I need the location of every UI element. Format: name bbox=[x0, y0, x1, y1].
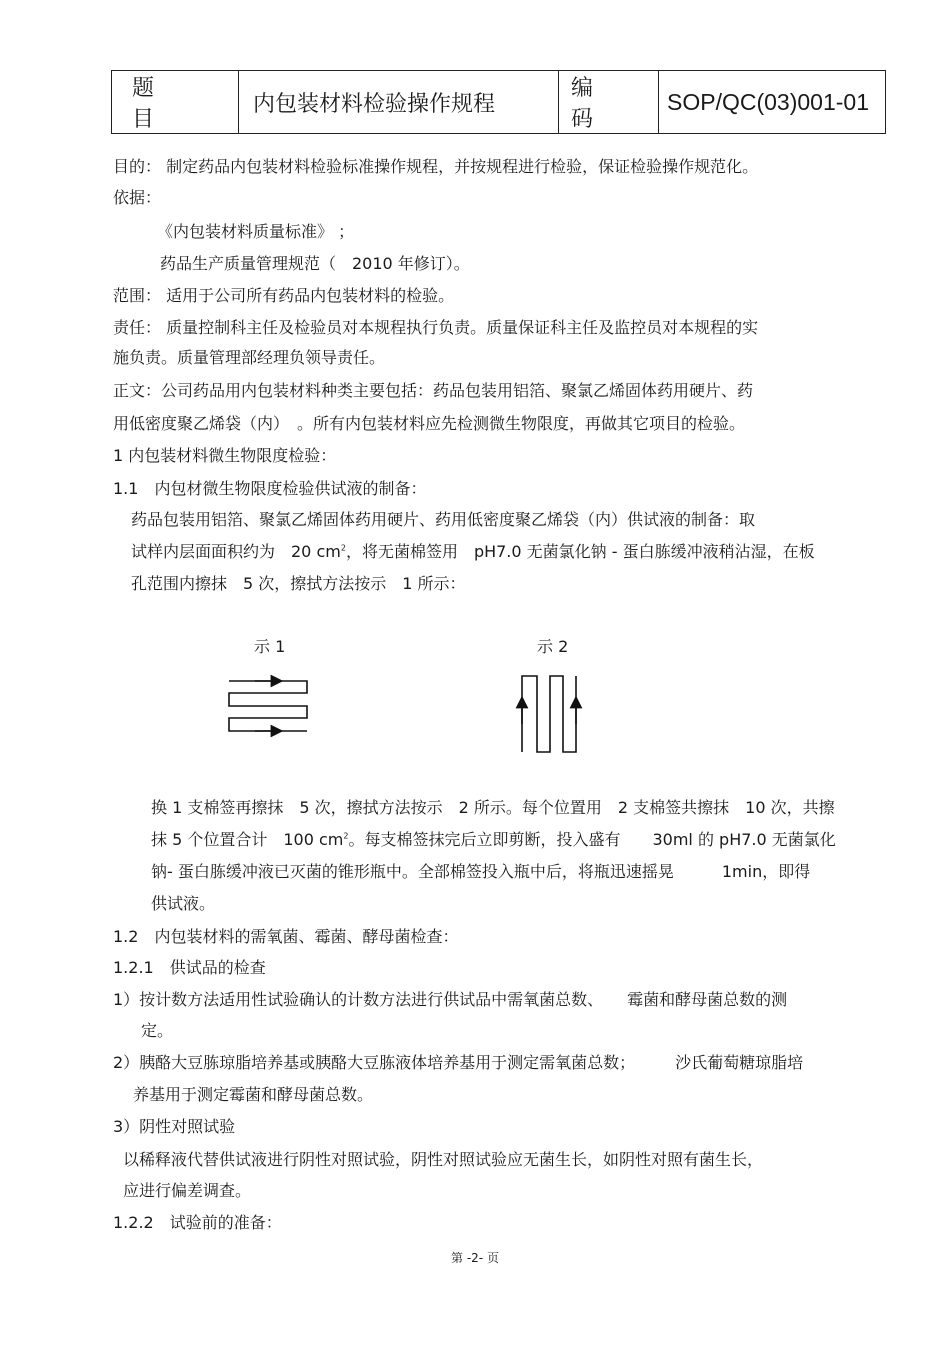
swab-line-4: 供试液。 bbox=[151, 894, 216, 913]
body-line-1: 正文：公司药品用内包装材料种类主要包括：药品包装用铝箔、聚氯乙烯固体药用硬片、药 bbox=[113, 381, 754, 400]
header-table bbox=[111, 70, 886, 134]
figure-1-zigzag-diagram bbox=[225, 672, 315, 740]
item-3-heading: 3）阴性对照试验 bbox=[113, 1117, 236, 1136]
body-line-2: 用低密度聚乙烯袋（内） 。所有内包装材料应先检测微生物限度，再做其它项目的检验。 bbox=[113, 414, 746, 433]
section-1-2-2-heading: 1.2.2 试验前的准备： bbox=[113, 1213, 282, 1232]
prep-line-2a: 试样内层面面积约为 20 cm bbox=[131, 542, 341, 561]
prep-line-2b: ，将无菌棉签用 pH7.0 无菌氯化钠 - 蛋白胨缓冲液稍沾湿，在板 bbox=[345, 542, 815, 561]
swab-line-2b: 。每支棉签抹完后立即剪断，投入盛有 30ml 的 pH7.0 无菌氯化 bbox=[348, 830, 836, 849]
item-2-line-2: 养基用于测定霉菌和酵母菌总数。 bbox=[133, 1085, 374, 1104]
swab-line-2a: 抹 5 个位置合计 100 cm bbox=[151, 830, 344, 849]
scope-line: 范围： 适用于公司所有药品内包装材料的检验。 bbox=[113, 286, 455, 305]
responsibility-line-2: 施负责。质量管理部经理负领导责任。 bbox=[113, 348, 386, 367]
item-3-line-1: 以稀释液代替供试液进行阴性对照试验，阴性对照试验应无菌生长，如阴性对照有菌生长， bbox=[123, 1150, 764, 1169]
purpose-line: 目的： 制定药品内包装材料检验标准操作规程，并按规程进行检验，保证检验操作规范化。 bbox=[113, 157, 759, 176]
label-title: 题 目 bbox=[112, 71, 239, 134]
basis-item-2: 药品生产质量管理规范（ 2010 年修订）。 bbox=[160, 254, 470, 273]
item-3-line-2: 应进行偏差调查。 bbox=[123, 1181, 252, 1200]
swab-line-1: 换 1 支棉签再擦抹 5 次，擦拭方法按示 2 所示。每个位置用 2 支棉签共擦抹 10 次，共擦 bbox=[151, 798, 835, 817]
section-1-2-heading: 1.2 内包装材料的需氧菌、霉菌、酵母菌检查： bbox=[113, 927, 459, 946]
document-title: 内包装材料检验操作规程 bbox=[239, 71, 559, 134]
page-number: 第 -2- 页 bbox=[451, 1251, 499, 1265]
superscript-2: 2 bbox=[340, 543, 346, 553]
section-1-2-1-heading: 1.2.1 供试品的检查 bbox=[113, 958, 266, 977]
figure-2-zigzag-diagram bbox=[512, 672, 584, 756]
swab-line-3: 钠- 蛋白胨缓冲液已灭菌的锥形瓶中。全部棉签投入瓶中后，将瓶迅速摇晃 1min，即得 bbox=[151, 862, 811, 881]
item-1-line-2: 定。 bbox=[141, 1021, 174, 1040]
figure-2-label: 示 2 bbox=[537, 637, 569, 656]
prep-line-1: 药品包装用铝箔、聚氯乙烯固体药用硬片、药用低密度聚乙烯袋（内）供试液的制备：取 bbox=[131, 510, 756, 529]
figure-1-label: 示 1 bbox=[254, 637, 286, 656]
swab-line-2 bbox=[151, 830, 836, 850]
basis-item-1: 《内包装材料质量标准》 ； bbox=[157, 222, 355, 241]
label-code: 编 码 bbox=[559, 71, 659, 134]
item-1-line-1: 1）按计数方法适用性试验确认的计数方法进行供试品中需氧菌总数、 霉菌和酵母菌总数的测 bbox=[113, 990, 788, 1009]
document-code: SOP/QC(03)001-01 bbox=[659, 71, 886, 134]
prep-line-2 bbox=[131, 542, 815, 562]
section-1-heading: 1 内包装材料微生物限度检验： bbox=[113, 446, 337, 465]
responsibility-line-1: 责任： 质量控制科主任及检验员对本规程执行负责。质量保证科主任及监控员对本规程的实 bbox=[113, 318, 759, 337]
prep-line-3: 孔范围内擦抹 5 次，擦拭方法按示 1 所示： bbox=[131, 574, 466, 593]
section-1-1-heading: 1.1 内包材微生物限度检验供试液的制备： bbox=[113, 479, 427, 498]
item-2-line-1: 2）胰酪大豆胨琼脂培养基或胰酪大豆胨液体培养基用于测定需氧菌总数； 沙氏葡萄糖琼脂培 bbox=[113, 1053, 804, 1072]
basis-heading: 依据： bbox=[113, 188, 162, 207]
superscript-2b: 2 bbox=[343, 831, 349, 841]
